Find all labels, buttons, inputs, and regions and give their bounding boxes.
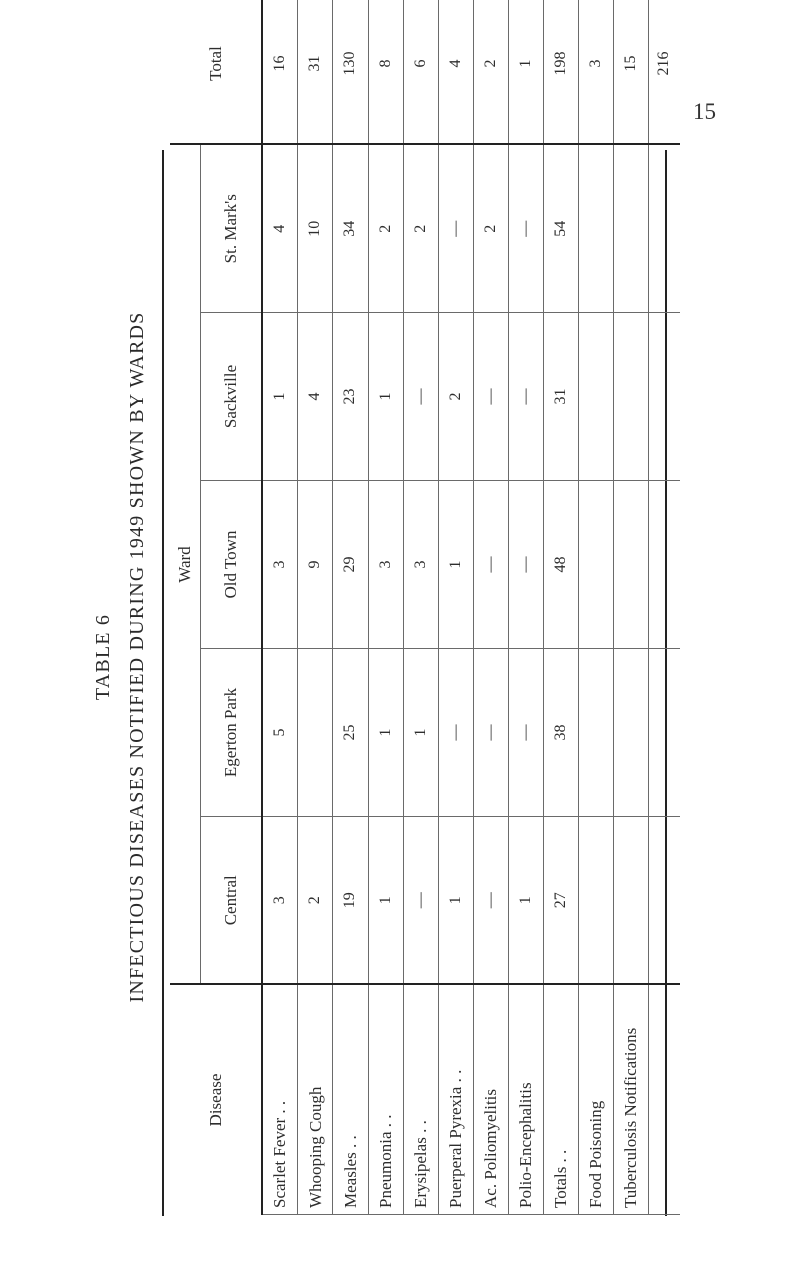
total-value-cell: 216 (648, 0, 680, 145)
ward-value-cell (648, 817, 680, 985)
disease-name-cell: Puerperal Pyrexia . . (438, 985, 473, 1215)
table-row (333, 0, 368, 1215)
header-total: Total (170, 0, 262, 145)
ward-value-cell: 4 (262, 145, 298, 313)
ward-value-cell (613, 649, 648, 817)
ward-value-cell: — (403, 313, 438, 481)
header-ward-egerton-park: Egerton Park (201, 649, 263, 817)
ward-value-cell: 10 (298, 145, 333, 313)
total-value-cell: 2 (473, 0, 508, 145)
disease-ward-table (170, 0, 680, 1215)
header-ward-old-town: Old Town (201, 481, 263, 649)
ward-value-cell (613, 313, 648, 481)
ward-value-cell (578, 313, 613, 481)
ward-value-cell: 27 (543, 817, 578, 985)
disease-name-cell (648, 985, 680, 1215)
table-row (508, 0, 543, 1215)
disease-name-cell: Polio-Encephalitis (508, 985, 543, 1215)
ward-value-cell: 29 (333, 481, 368, 649)
ward-value-cell: 34 (333, 145, 368, 313)
ward-value-cell: 9 (298, 481, 333, 649)
ward-value-cell: 4 (298, 313, 333, 481)
disease-name-cell: Erysipelas . . (403, 985, 438, 1215)
ward-value-cell: — (473, 481, 508, 649)
ward-value-cell: 1 (368, 649, 403, 817)
ward-value-cell: — (508, 145, 543, 313)
ward-value-cell: 1 (438, 481, 473, 649)
total-value-cell: 15 (613, 0, 648, 145)
ward-value-cell: 1 (262, 313, 298, 481)
header-ward-group: Ward (170, 145, 201, 985)
ward-value-cell: 54 (543, 145, 578, 313)
ward-value-cell: 1 (508, 817, 543, 985)
ward-value-cell (613, 481, 648, 649)
ward-value-cell: 3 (368, 481, 403, 649)
disease-name-cell: Ac. Poliomyelitis (473, 985, 508, 1215)
ward-value-cell: — (438, 145, 473, 313)
ward-value-cell: 19 (333, 817, 368, 985)
ward-value-cell: 2 (298, 817, 333, 985)
header-ward-sackville: Sackville (201, 313, 263, 481)
ward-value-cell: — (473, 817, 508, 985)
ward-value-cell (648, 313, 680, 481)
ward-value-cell: 2 (368, 145, 403, 313)
disease-name-cell: Pneumonia . . (368, 985, 403, 1215)
ward-value-cell (578, 649, 613, 817)
ward-value-cell (613, 817, 648, 985)
frame-line-left (162, 150, 164, 1216)
disease-name-cell: Food Poisoning (578, 985, 613, 1215)
ward-value-cell (648, 481, 680, 649)
ward-value-cell: 38 (543, 649, 578, 817)
table-row (438, 0, 473, 1215)
table-row (473, 0, 508, 1215)
total-value-cell: 130 (333, 0, 368, 145)
ward-value-cell: 5 (262, 649, 298, 817)
header-ward-central: Central (201, 817, 263, 985)
ward-value-cell (578, 481, 613, 649)
table-row (543, 0, 578, 1215)
ward-value-cell: 3 (403, 481, 438, 649)
ward-value-cell: 2 (438, 313, 473, 481)
ward-value-cell (578, 145, 613, 313)
ward-value-cell: — (508, 481, 543, 649)
ward-value-cell: 25 (333, 649, 368, 817)
ward-value-cell: 1 (368, 313, 403, 481)
total-value-cell: 8 (368, 0, 403, 145)
ward-value-cell (648, 649, 680, 817)
total-value-cell: 31 (298, 0, 333, 145)
ward-value-cell: 48 (543, 481, 578, 649)
table-row (578, 0, 613, 1215)
total-value-cell: 4 (438, 0, 473, 145)
total-value-cell: 16 (262, 0, 298, 145)
table-row (262, 0, 298, 1215)
ward-value-cell: — (508, 649, 543, 817)
disease-name-cell: Scarlet Fever . . (262, 985, 298, 1215)
total-value-cell: 198 (543, 0, 578, 145)
ward-value-cell (298, 649, 333, 817)
rotated-table-wrapper (170, 46, 680, 1215)
table-label: TABLE 6 (92, 613, 114, 701)
table-row (368, 0, 403, 1215)
ward-value-cell (578, 817, 613, 985)
ward-value-cell: — (473, 313, 508, 481)
disease-name-cell: Tuberculosis Notifications (613, 985, 648, 1215)
total-value-cell: 3 (578, 0, 613, 145)
ward-value-cell (613, 145, 648, 313)
ward-value-cell: 2 (403, 145, 438, 313)
ward-value-cell: — (403, 817, 438, 985)
disease-name-cell: Measles . . (333, 985, 368, 1215)
ward-value-cell: 23 (333, 313, 368, 481)
ward-value-cell: 2 (473, 145, 508, 313)
table-row (648, 0, 680, 1215)
table-row (298, 0, 333, 1215)
ward-value-cell (648, 145, 680, 313)
ward-value-cell: 3 (262, 817, 298, 985)
ward-value-cell: — (473, 649, 508, 817)
ward-value-cell: 1 (368, 817, 403, 985)
ward-value-cell: 3 (262, 481, 298, 649)
table-title: INFECTIOUS DISEASES NOTIFIED DURING 1949 SHOWN BY WARDS (126, 311, 148, 1003)
page-number: 15 (693, 99, 716, 124)
ward-value-cell: 1 (403, 649, 438, 817)
total-value-cell: 6 (403, 0, 438, 145)
total-value-cell: 1 (508, 0, 543, 145)
ward-value-cell: — (508, 313, 543, 481)
header-disease: Disease (170, 985, 262, 1215)
ward-value-cell: — (438, 649, 473, 817)
table-row (613, 0, 648, 1215)
disease-name-cell: Whooping Cough (298, 985, 333, 1215)
ward-value-cell: 31 (543, 313, 578, 481)
table-row (403, 0, 438, 1215)
header-ward-st-marks: St. Mark's (201, 145, 263, 313)
disease-name-cell: Totals . . (543, 985, 578, 1215)
ward-value-cell: 1 (438, 817, 473, 985)
